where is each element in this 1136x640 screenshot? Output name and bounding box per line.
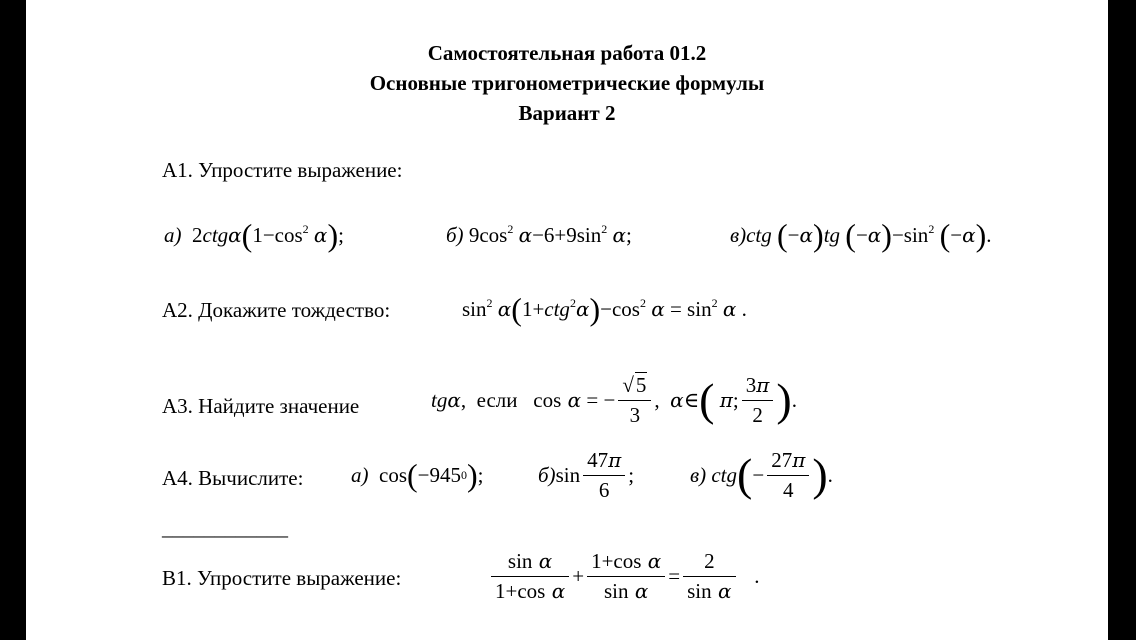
a4-item-c-marker: в): [690, 462, 707, 487]
a4-item-a-marker: а): [351, 462, 369, 487]
a1-expression-b: б) $9\cos^2$ $\alpha-6+9\sin^2$ α;: [446, 222, 632, 247]
a4-expression-c: в) ctg ( − $\frac{27\pi}{4}$ ) .: [690, 447, 833, 502]
a2-identity: $\sin^2 \alpha(1+ctg^2\alpha)-\cos^2$ $\alpha = \sin^2 \alpha$ .: [462, 291, 747, 327]
a1-expression-a: а) $2ctg\alpha(1-\cos^2$ α);: [164, 217, 344, 253]
doc-title-line1: Самостоятельная работа 01.2: [427, 41, 707, 65]
a4-expression-b: б) sin $\frac{47\pi}{6}$ ;: [538, 447, 635, 502]
doc-title-line3: Вариант 2: [518, 101, 616, 125]
b1-expression: $\frac{\text{sin α}}{\text{1+cos α}}$ + $\frac{\text{1+cos α}}{\text{sin α}}$ = $\frac{2}{\text{sin α}}$ .: [488, 543, 760, 609]
a4-label: А4. Вычислите:: [162, 466, 304, 490]
document-page: [26, 0, 1108, 640]
a2-label: А2. Докажите тождество:: [162, 298, 391, 322]
a3-if-word: если: [476, 387, 518, 412]
a1-item-c-marker: в): [730, 223, 747, 247]
a1-item-b-marker: б): [446, 223, 464, 247]
a1-expression-c: в)ctg (−α)tg $(-\alpha)-\sin^2$ (−α).: [730, 217, 992, 253]
a1-label: А1. Упростите выражение:: [162, 158, 403, 182]
a1-item-a-marker: а): [164, 223, 182, 247]
a4-item-b-marker: б): [538, 462, 556, 487]
doc-title-line2: Основные тригонометрические формулы: [369, 71, 765, 95]
b1-label: В1. Упростите выражение:: [162, 566, 402, 590]
a3-condition: tg α , если cos α = − $\frac{√5}{3}$ , α ∈ ( π ; $\frac{3\pi}{2}$ ) .: [431, 372, 797, 427]
section-separator: ____________: [162, 516, 288, 540]
a4-expression-a: а) cos ( −945 0 ) ;: [351, 457, 484, 493]
a3-label: А3. Найдите значение: [162, 394, 360, 418]
